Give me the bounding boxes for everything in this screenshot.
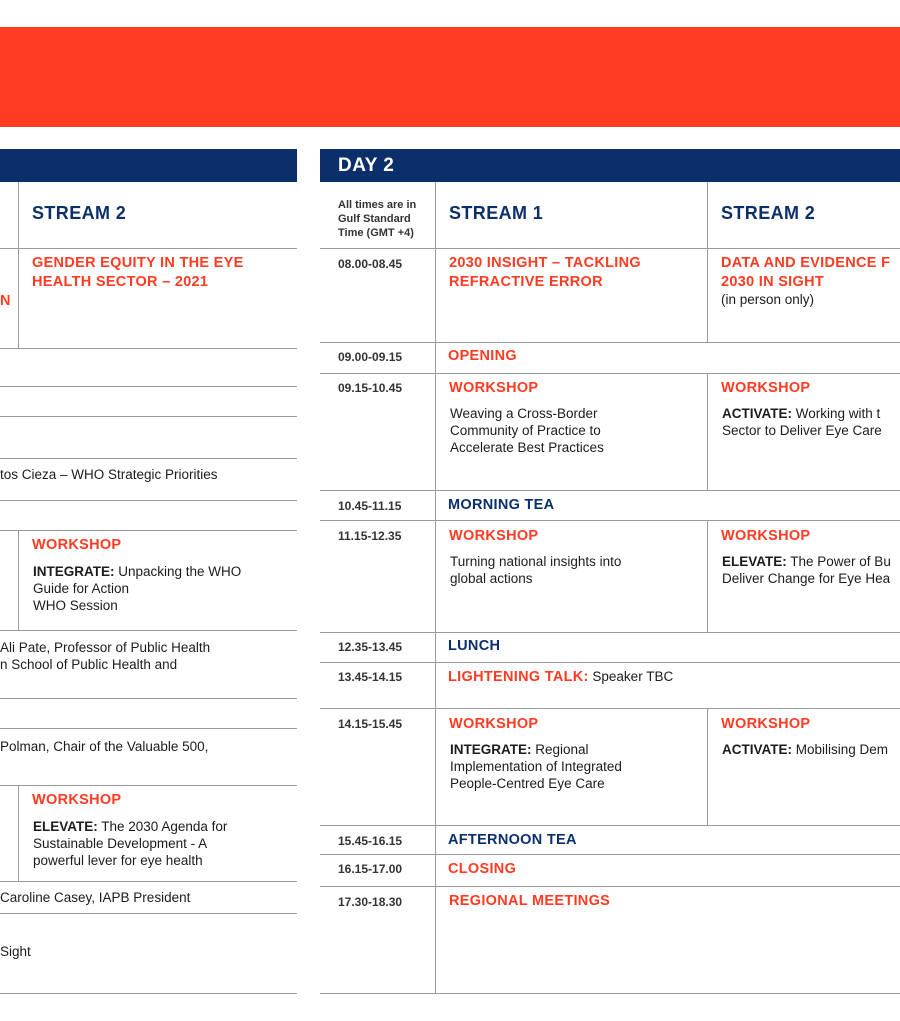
day2-row-line [320,662,900,663]
day2-r3-stream2-desc: ACTIVATE: Working with t Sector to Deliver Eye Care [722,406,882,438]
day1-row-line [0,993,297,994]
day1-row-line [0,881,297,882]
day1-row-line [0,458,297,459]
day1-workshop1-desc: INTEGRATE: Unpacking the WHO Guide for Action WHO Session [33,564,242,613]
day1-workshop1-title: WORKSHOP [32,537,122,553]
day2-time-r4: 10.45-11.15 [338,499,402,513]
day2-time-r8: 14.15-15.45 [338,717,403,731]
day2-afternoon-tea-label: AFTERNOON TEA [448,832,577,848]
day2-stream-divider [707,708,708,825]
day1-row-line [0,728,297,729]
day2-stream-divider [707,373,708,490]
day1-stream2-heading: STREAM 2 [32,203,127,223]
day2-r5-stream1-desc: Turning national insights into global actions [450,554,622,586]
day2-row-line [320,854,900,855]
day1-cut-text: N [0,293,11,309]
day2-time-r9: 15.45-16.15 [338,834,403,848]
day2-r3-stream1-title: WORKSHOP [449,380,539,396]
day2-stream-divider [707,182,708,342]
day1-row-line [0,913,297,914]
day2-regional-meetings-label: REGIONAL MEETINGS [449,893,611,909]
day2-morning-tea-label: MORNING TEA [448,497,555,513]
day2-time-column-divider [435,182,436,993]
day2-r1-stream2-title: DATA AND EVIDENCE F 2030 IN SIGHT [721,255,891,290]
day1-gender-title: GENDER EQUITY IN THE EYE HEALTH SECTOR – 2021 [32,255,244,290]
day2-r8-stream1-desc: INTEGRATE: Regional Implementation of Integrated People-Centred Eye Care [450,742,622,791]
day1-sight-session: Sight [0,944,31,959]
day2-timezone-note: All times are in Gulf Standard Time (GMT +4) [338,199,417,239]
day2-stream1-heading: STREAM 1 [449,203,544,223]
day1-pate-session: Ali Pate, Professor of Public Health n School of Public Health and [0,640,211,672]
day2-time-r10: 16.15-17.00 [338,862,403,876]
day2-row-line [320,373,900,374]
day2-r3-stream1-desc: Weaving a Cross-Border Community of Practice to Accelerate Best Practices [450,406,604,455]
day2-row-line [320,342,900,343]
day2-r3-stream2-title: WORKSHOP [721,380,811,396]
day1-casey-session: Caroline Casey, IAPB President [0,890,191,905]
day2-time-r3: 09.15-10.45 [338,381,403,395]
day2-r5-stream2-desc: ELEVATE: The Power of Bu Deliver Change for Eye Hea [722,554,891,586]
day2-time-r11: 17.30-18.30 [338,895,403,909]
day2-lunch-label: LUNCH [448,638,501,654]
day2-time-r2: 09.00-09.15 [338,350,403,364]
day2-stream-divider [707,520,708,632]
day2-closing-label: CLOSING [448,861,517,877]
day2-lightening-talk: LIGHTENING TALK: Speaker TBC [448,669,674,685]
day1-workshop2-title: WORKSHOP [32,792,122,808]
day1-polman-session: Polman, Chair of the Valuable 500, [0,739,209,754]
day1-row-line [0,785,297,786]
day2-row-line [320,825,900,826]
day1-row-line [0,386,297,387]
day1-divider [18,530,19,630]
day2-row-line [320,490,900,491]
day1-row-line [0,698,297,699]
day2-row-line [320,993,900,994]
day2-row-line [320,520,900,521]
day2-row-line [320,886,900,887]
day1-cieza-session: tos Cieza – WHO Strategic Priorities [0,467,218,482]
day2-r8-stream1-title: WORKSHOP [449,716,539,732]
day1-header-bar [0,149,297,182]
day1-divider [18,785,19,881]
day2-r1-stream2-note: (in person only) [721,292,815,307]
day2-time-r6: 12.35-13.45 [338,640,403,654]
day2-r5-stream1-title: WORKSHOP [449,528,539,544]
day2-stream2-heading: STREAM 2 [721,203,816,223]
day2-row-line [320,708,900,709]
day1-row-line [0,630,297,631]
day2-row-line [320,632,900,633]
day2-time-r7: 13.45-14.15 [338,670,403,684]
day2-r8-stream2-desc: ACTIVATE: Mobilising Dem [722,742,889,757]
header-banner [0,27,900,127]
day1-row-line [0,500,297,501]
day1-row-line [0,248,297,249]
day1-row-line [0,348,297,349]
day2-row-line [320,248,900,249]
day2-r1-stream1-title: 2030 INSIGHT – TACKLING REFRACTIVE ERROR [449,255,641,290]
day2-time-r5: 11.15-12.35 [338,529,402,543]
day1-workshop2-desc: ELEVATE: The 2030 Agenda for Sustainable Development - A powerful lever for eye health [33,819,228,868]
day1-row-line [0,530,297,531]
day2-header-bar [320,149,900,182]
day2-time-r1: 08.00-08.45 [338,257,403,271]
day1-row-line [0,416,297,417]
day2-r5-stream2-title: WORKSHOP [721,528,811,544]
day2-r8-stream2-title: WORKSHOP [721,716,811,732]
day2-opening-label: OPENING [448,348,517,364]
day2-title: DAY 2 [338,155,395,176]
day1-divider [18,182,19,349]
